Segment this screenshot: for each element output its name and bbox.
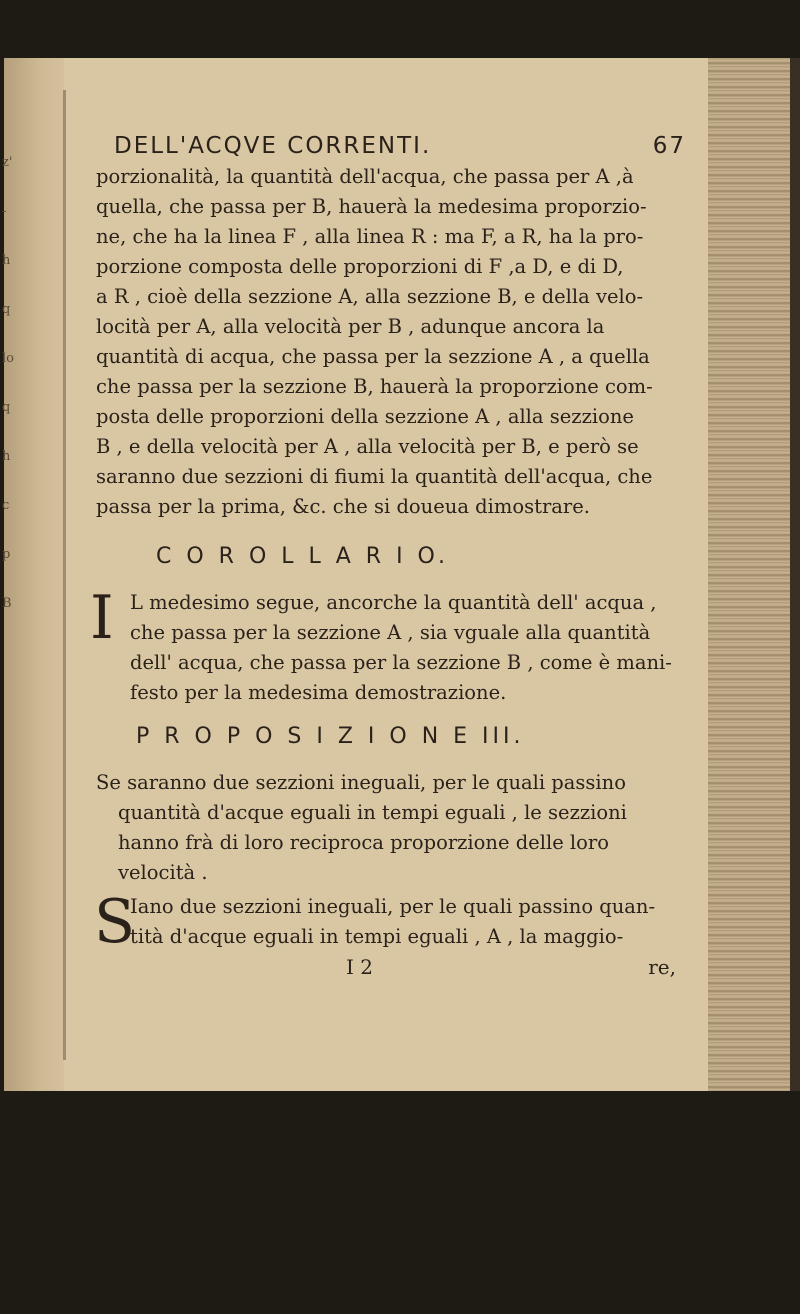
text-line: che passa per la sezzione A , sia vguale alla quantità	[130, 621, 651, 644]
corollario-heading: C O R O L L A R I O.	[156, 544, 449, 569]
margin-fragment	[2, 971, 26, 1020]
text-line: passa per la prima, &c. che si doueua dimostrare.	[96, 495, 590, 518]
page-footer	[96, 952, 686, 982]
final-paragraph	[94, 887, 686, 957]
text-line: L medesimo segue, ancorche la quantità dell' acqua ,	[130, 591, 657, 614]
header-title: DELL'ACQVE CORRENTI.	[114, 133, 432, 159]
text-line: quantità di acqua, che passa per la sezzione A , a quella	[96, 345, 650, 368]
text-line: hanno frà di loro reciproca proporzione delle loro	[118, 831, 609, 854]
proposizione-heading: P R O P O S I Z I O N E III.	[136, 724, 525, 749]
margin-fragment	[2, 1118, 26, 1167]
text-line: porzione composta delle proporzioni di F ,a D, e di D,	[96, 255, 624, 278]
margin-fragment: B	[2, 596, 12, 611]
text-line: quantità d'acque eguali in tempi eguali , le sezzioni	[118, 801, 627, 824]
margin-fragment	[2, 1020, 26, 1069]
margin-fragment	[2, 677, 26, 726]
dropcap-s: S	[94, 887, 136, 957]
margin-fragment	[2, 775, 26, 824]
text-line: saranno due sezzioni di fiumi la quantità dell'acqua, che	[96, 465, 653, 488]
page-number: 67	[652, 133, 686, 159]
margin-fragment: lo	[2, 351, 14, 366]
running-header	[114, 130, 686, 162]
margin-fragment	[2, 1069, 26, 1118]
proposizione-statement	[96, 768, 686, 888]
catchword: re,	[648, 955, 676, 979]
text-line: ne, che ha la linea F , alla linea R : ma F, a R, ha la pro-	[96, 225, 644, 248]
margin-fragment	[2, 1216, 26, 1265]
page-text	[90, 130, 686, 982]
text-line: quella, che passa per B, hauerà la medesima proporzio-	[96, 195, 647, 218]
text-line: Se saranno due sezzioni ineguali, per le quali passino	[96, 771, 626, 794]
margin-fragment	[2, 824, 26, 873]
right-page-edges	[708, 58, 796, 1091]
margin-fragments	[2, 138, 26, 1314]
dropcap-i: I	[90, 583, 114, 653]
text-line: a R , cioè della sezzione A, alla sezzione B, e della velo-	[96, 285, 644, 308]
text-line: dell' acqua, che passa per la sezzione B , come è mani-	[130, 651, 672, 674]
book-edge	[790, 58, 800, 1091]
margin-fragment: q	[2, 400, 11, 415]
text-line: tità d'acque eguali in tempi eguali , A , la maggio-	[130, 925, 624, 948]
text-line: B , e della velocità per A , alla velocità per B, e però se	[96, 435, 639, 458]
margin-fragment: p	[2, 547, 11, 562]
margin-fragment	[2, 1265, 26, 1314]
margin-fragment: q	[2, 302, 11, 317]
corollario-paragraph	[90, 583, 686, 708]
text-line: porzionalità, la quantità dell'acqua, che passa per A ,à	[96, 165, 634, 188]
margin-fragment	[2, 628, 26, 677]
text-line: locità per A, alla velocità per B , adunque ancora la	[96, 315, 605, 338]
text-line: Iano due sezzioni ineguali, per le quali passino quan-	[130, 895, 656, 918]
margin-fragment: h	[2, 253, 11, 268]
text-line: posta delle proporzioni della sezzione A , alla sezzione	[96, 405, 634, 428]
margin-fragment: h	[2, 449, 11, 464]
margin-fragment	[2, 726, 26, 775]
paragraph-1	[96, 162, 686, 522]
margin-fragment: -	[2, 204, 7, 219]
page-fold	[63, 90, 66, 1060]
margin-fragment	[2, 1167, 26, 1216]
margin-fragment: z'	[2, 155, 13, 170]
text-line: festo per la medesima demostrazione.	[130, 681, 507, 704]
margin-fragment	[2, 873, 26, 922]
text-line: che passa per la sezzione B, hauerà la proporzione com-	[96, 375, 653, 398]
text-line: velocità .	[118, 861, 208, 884]
signature-mark: I 2	[346, 955, 373, 979]
margin-fragment: c	[2, 498, 10, 513]
margin-fragment	[2, 922, 26, 971]
